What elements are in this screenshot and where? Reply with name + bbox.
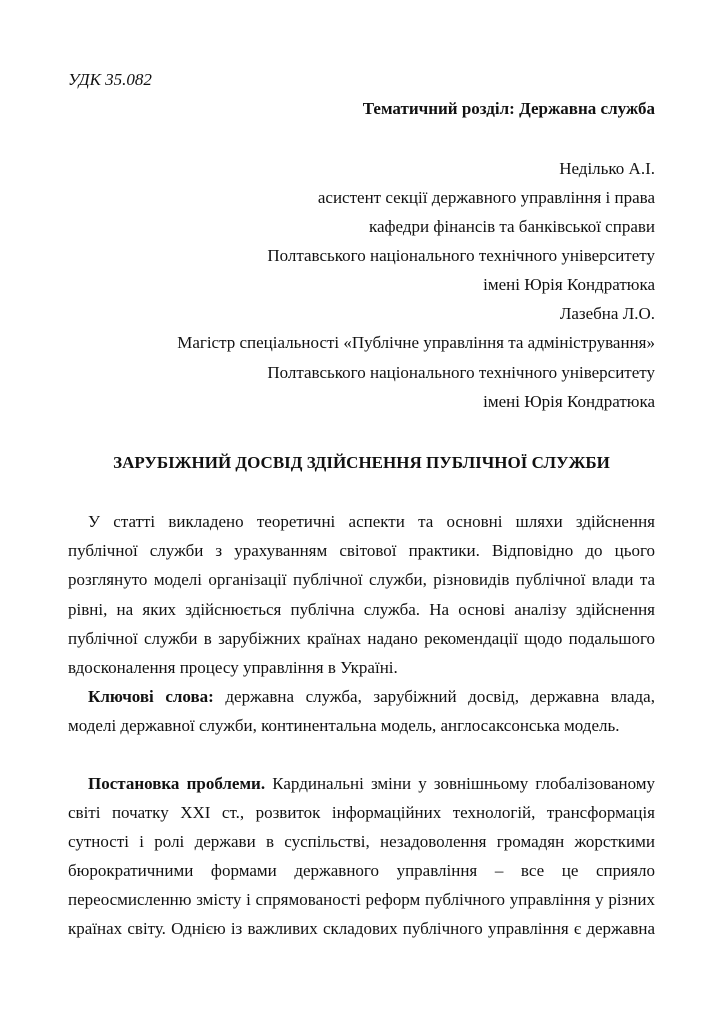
- author-line: кафедри фінансів та банківської справи: [368, 217, 655, 236]
- problem-line: країнах світу. Однією із важливих складових публічного управління є державна: [68, 919, 656, 938]
- udk-code: УДК 35.082: [68, 70, 152, 89]
- keywords-line: моделі державної служби, континентальна модель, англосаксонська модель.: [68, 716, 620, 735]
- author-line: Магістр спеціальності «Публічне управління та адміністрування»: [177, 333, 655, 352]
- problem-line: бюрократичними формами державного управління – все це сприяло: [68, 861, 656, 880]
- abstract-line: У статті викладено теоретичні аспекти та основні шляхи здійснення: [88, 512, 655, 531]
- keywords-line: [68, 685, 655, 709]
- abstract-line: публічної служби з урахуванням світової практики. Відповідно до цього: [68, 541, 656, 560]
- article-title: ЗАРУБІЖНИЙ ДОСВІД ЗДІЙСНЕННЯ ПУБЛІЧНОЇ СЛУЖБИ: [113, 453, 610, 472]
- keywords-label: Ключові слова:: [88, 687, 214, 706]
- problem-line: сутності і ролі держави в суспільстві, незадоволення громадян жорсткими: [68, 832, 656, 851]
- problem-label: Постановка проблеми.: [88, 774, 266, 793]
- problem-line: [68, 772, 655, 796]
- author-line: Лазебна Л.О.: [559, 304, 655, 323]
- author-line: Полтавського національного технічного університету: [267, 246, 655, 265]
- abstract-line: публічної служби в зарубіжних країнах надано рекомендації щодо подальшого: [68, 629, 656, 648]
- author-line: імені Юрія Кондратюка: [483, 392, 655, 411]
- keywords-text: державна служба, зарубіжний досвід, державна влада,: [213, 687, 655, 706]
- author-line: Полтавського національного технічного університету: [267, 363, 655, 382]
- author-line: асистент секції державного управління і права: [317, 188, 655, 207]
- abstract-line: розглянуто моделі організації публічної служби, різновидів публічної влади та: [68, 570, 656, 589]
- author-line: імені Юрія Кондратюка: [483, 275, 655, 294]
- abstract-line: рівні, на яких здійснюється публічна служба. На основі аналізу здійснення: [68, 600, 655, 619]
- abstract-line: вдосконалення процесу управління в Україні.: [68, 658, 398, 677]
- problem-line: світі початку XXI ст., розвиток інформаційних технологій, трансформація: [68, 803, 656, 822]
- problem-text: Кардинальні зміни у зовнішньому глобалізованому: [265, 774, 656, 793]
- problem-line: переосмисленню змісту і спрямованості реформ публічного управління у різних: [68, 890, 655, 909]
- author-line: Неділько А.І.: [559, 159, 655, 178]
- section-heading: Тематичний розділ: Державна служба: [362, 99, 655, 118]
